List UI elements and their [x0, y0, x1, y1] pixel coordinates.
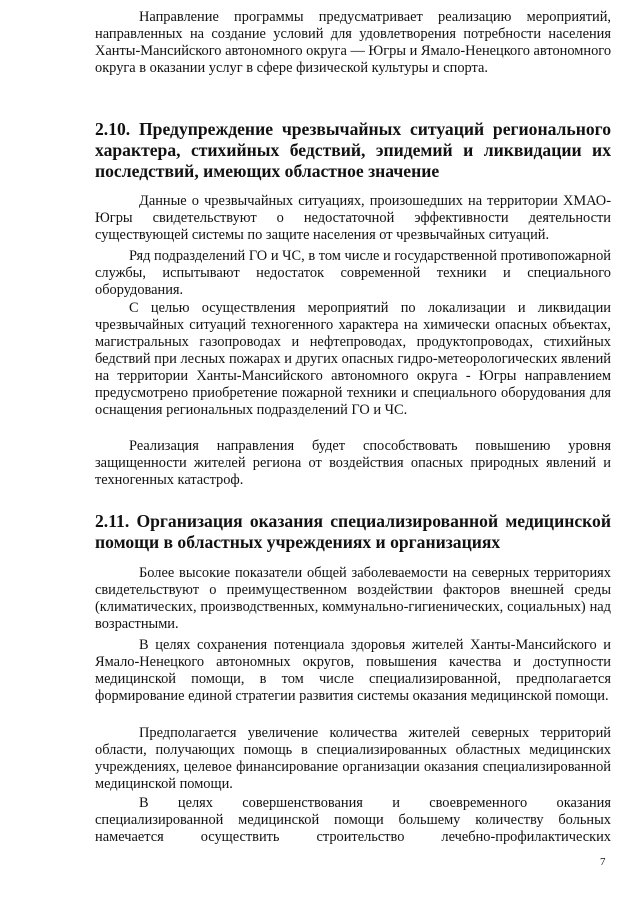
section-2-11-paragraph-3: Предполагается увеличение количества жителей северных территорий области, получающих помощь в специализированных областных медицинских учреждениях, целевое финансирование организации оказания специализированной медицинской помощи.: [95, 725, 611, 792]
section-2-10-heading: 2.10. Предупреждение чрезвычайных ситуаций регионального характера, стихийных бедствий, эпидемий и ликвидации их последствий, имеющих областное значение: [95, 119, 611, 181]
intro-paragraph: Направление программы предусматривает реализацию мероприятий, направленных на создание условий для удовлетворения потребности населения Ханты-Мансийского автономного округа — Югры и Ямало-Ненецкого автономного округа в оказании услуг в сфере физической культуры и спорта.: [95, 9, 612, 76]
section-2-10-paragraph-1: Данные о чрезвычайных ситуациях, произошедших на территории ХМАО-Югры свидетельствуют о недостаточной эффективности деятельности существующей системы по защите населения от чрезвычайных ситуаций.: [95, 193, 611, 243]
section-2-11-paragraph-4: В целях совершенствования и своевременного оказания специализированной медицинской помощи большему количеству больных намечается осуществить строительство лечебно-профилактических: [95, 795, 611, 845]
section-2-10-paragraph-4: Реализация направления будет способствовать повышению уровня защищенности жителей региона от воздействия опасных природных явлений и техногенных катастроф.: [95, 438, 611, 488]
section-2-10-paragraph-2: Ряд подразделений ГО и ЧС, в том числе и государственной противопожарной службы, испытывают недостаток современной техники и специального оборудования.: [95, 248, 611, 298]
section-2-11-paragraph-1: Более высокие показатели общей заболеваемости на северных территориях свидетельствуют о преимущественном воздействии факторов внешней среды (климатических, производственных, коммунально-гигиенических, социальных) над возрастными.: [95, 565, 611, 632]
page-number: 7: [600, 856, 606, 868]
section-2-11-paragraph-2: В целях сохранения потенциала здоровья жителей Ханты-Мансийского и Ямало-Ненецкого автономных округов, повышения качества и доступности медицинской помощи, в том числе специализированной, предполагается формирование единой стратегии развития системы оказания медицинской помощи.: [95, 637, 611, 704]
section-2-10-paragraph-3: С целью осуществления мероприятий по локализации и ликвидации чрезвычайных ситуаций техногенного характера на химически опасных объектах, магистральных газопроводах и нефтепроводах, продуктопроводах, стихийных бедствий при лесных пожарах и других опасных гидро-метеорологических явлений на территории Ханты-Мансийского автономного округа - Югры направлением предусмотрено приобретение пожарной техники и специального оборудования для оснащения региональных подразделений ГО и ЧС.: [95, 300, 611, 418]
section-2-11-heading: 2.11. Организация оказания специализированной медицинской помощи в областных учреждениях и организациях: [95, 511, 611, 552]
